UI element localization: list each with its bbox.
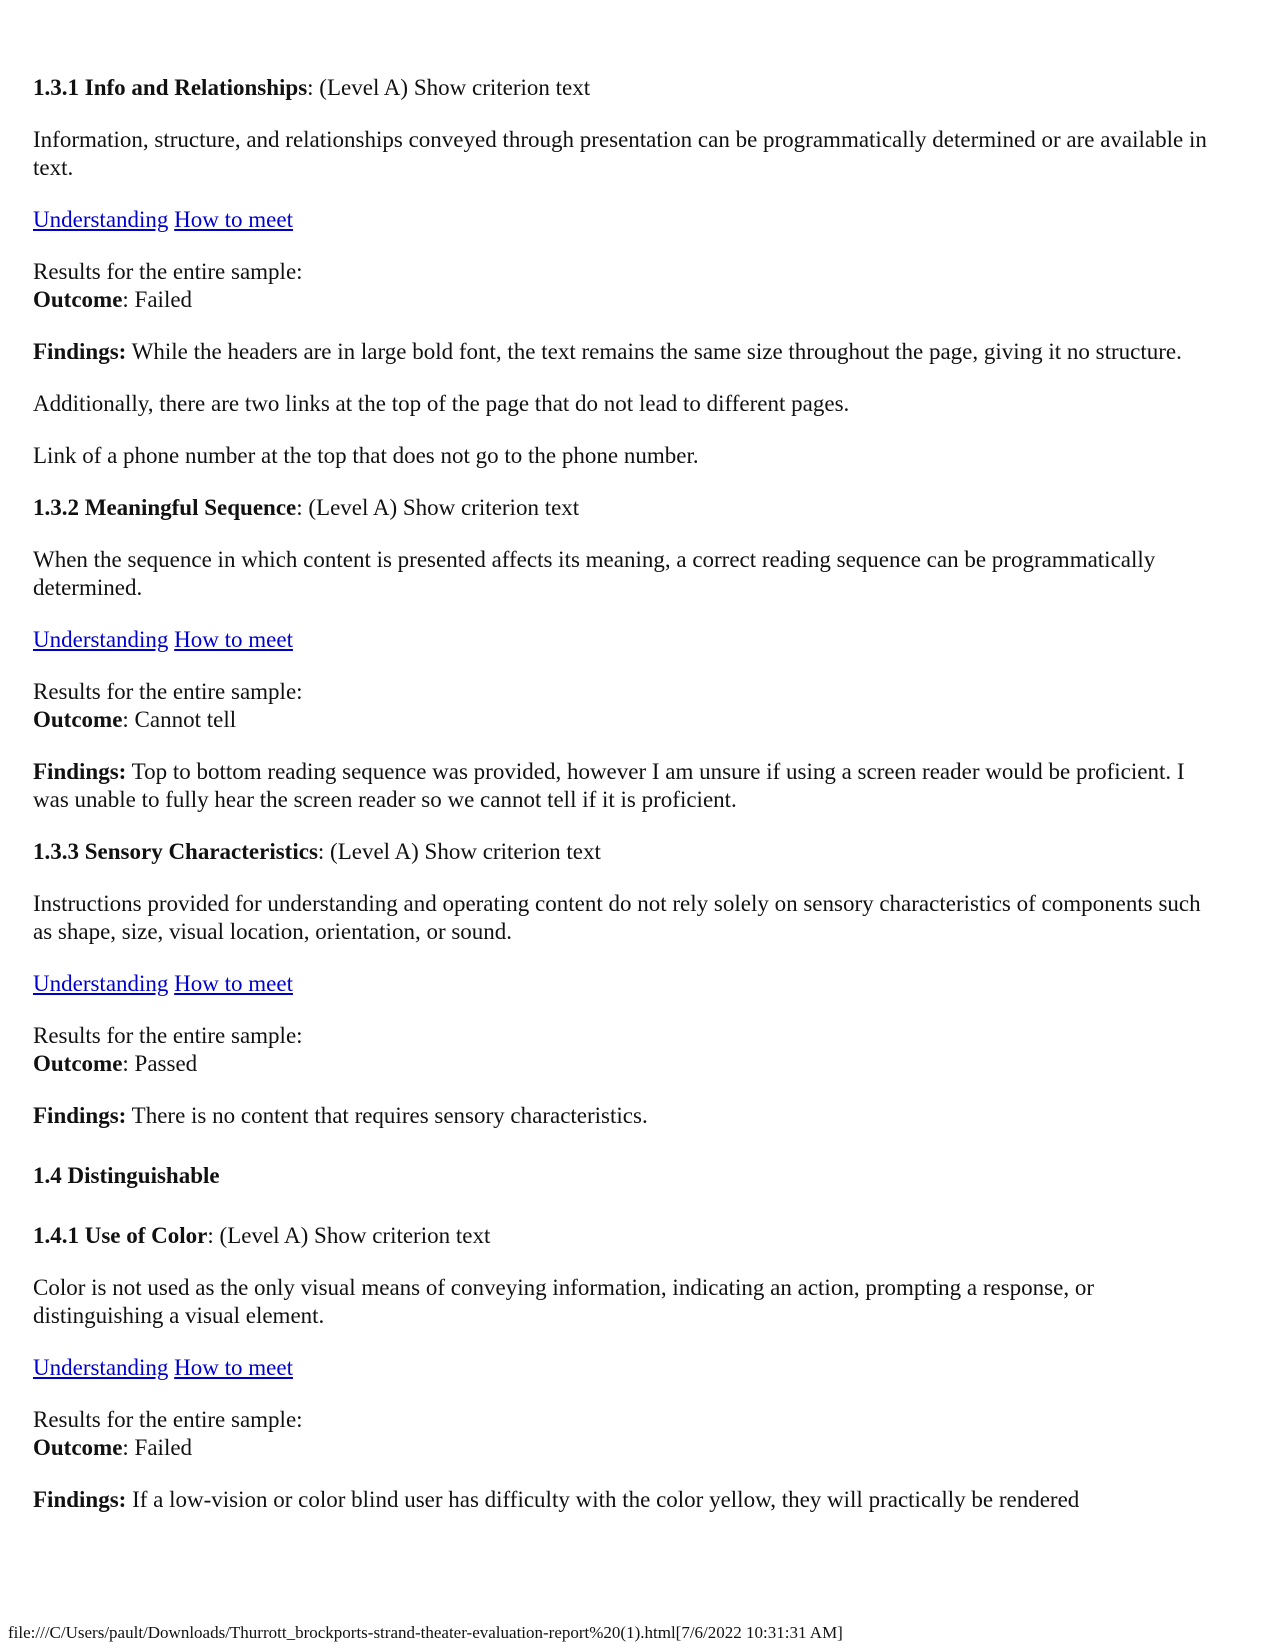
findings-paragraph: Link of a phone number at the top that does not go to the phone number. [33, 443, 699, 468]
criterion-number: 1.3.3 [33, 839, 79, 864]
outcome-label: Outcome [33, 1051, 123, 1076]
criterion-number: 1.3.1 [33, 75, 79, 100]
how-to-meet-link[interactable]: How to meet [174, 971, 293, 996]
criterion-text: Instructions provided for understanding and operating content do not rely solely on sensory characteristics of components such as shape, size, visual location, orientation, or sound. [33, 891, 1201, 944]
results-label: Results for the entire sample: [33, 1023, 303, 1048]
findings-paragraph [33, 1486, 1213, 1514]
findings-text: While the headers are in large bold font, the text remains the same size throughout the page, giving it no structure. [126, 339, 1182, 364]
understanding-link[interactable]: Understanding [33, 627, 169, 652]
outcome-value: : Failed [122, 287, 193, 312]
criterion-number: 1.3.2 [33, 495, 79, 520]
understanding-link[interactable]: Understanding [33, 207, 169, 232]
criterion-level: : (Level A) Show criterion text [296, 495, 580, 520]
results-block [33, 678, 1213, 734]
findings-paragraph [33, 758, 1213, 814]
report-content [33, 74, 1213, 1538]
outcome-value: : Failed [122, 1435, 193, 1460]
criterion-level: : (Level A) Show criterion text [307, 75, 591, 100]
findings-label: Findings: [33, 1487, 127, 1512]
outcome-label: Outcome [33, 287, 123, 312]
findings-paragraph [33, 338, 1213, 366]
criterion-heading-1-3-1 [33, 74, 1213, 102]
findings-paragraph [33, 1102, 1213, 1130]
findings-text: There is no content that requires sensory characteristics. [126, 1103, 648, 1128]
understanding-link[interactable]: Understanding [33, 971, 169, 996]
criterion-links [33, 626, 1213, 654]
understanding-link[interactable]: Understanding [33, 1355, 169, 1380]
criterion-text: Information, structure, and relationships conveyed through presentation can be programmatically determined or are available in text. [33, 127, 1207, 180]
results-block [33, 1022, 1213, 1078]
criterion-text: Color is not used as the only visual means of conveying information, indicating an action, prompting a response, or distinguishing a visual element. [33, 1275, 1094, 1328]
criterion-level: : (Level A) Show criterion text [317, 839, 601, 864]
criterion-number: 1.4.1 [33, 1223, 79, 1248]
criterion-level: : (Level A) Show criterion text [207, 1223, 491, 1248]
criterion-title: Use of Color [84, 1223, 208, 1248]
criterion-heading-1-4-1 [33, 1222, 1213, 1250]
findings-label: Findings: [33, 759, 127, 784]
results-block [33, 1406, 1213, 1462]
findings-label: Findings: [33, 339, 127, 364]
findings-paragraph: Additionally, there are two links at the top of the page that do not lead to different pages. [33, 391, 850, 416]
criterion-text: When the sequence in which content is presented affects its meaning, a correct reading sequence can be programmatically determined. [33, 547, 1156, 600]
page-footer-url: file:///C/Users/pault/Downloads/Thurrott_brockports-strand-theater-evaluation-report%20(1).html[7/6/2022 10:31:31 AM] [8, 1623, 843, 1642]
findings-text: If a low-vision or color blind user has difficulty with the color yellow, they will practically be rendered [126, 1487, 1080, 1512]
results-label: Results for the entire sample: [33, 1407, 303, 1432]
outcome-value: : Passed [122, 1051, 198, 1076]
results-label: Results for the entire sample: [33, 259, 303, 284]
criterion-links [33, 970, 1213, 998]
outcome-label: Outcome [33, 1435, 123, 1460]
findings-label: Findings: [33, 1103, 127, 1128]
criterion-heading-1-3-2 [33, 494, 1213, 522]
criterion-heading-1-3-3 [33, 838, 1213, 866]
results-block [33, 258, 1213, 314]
criterion-title: Meaningful Sequence [84, 495, 297, 520]
guideline-heading: 1.4 Distinguishable [33, 1163, 220, 1188]
how-to-meet-link[interactable]: How to meet [174, 627, 293, 652]
results-label: Results for the entire sample: [33, 679, 303, 704]
findings-text: Top to bottom reading sequence was provided, however I am unsure if using a screen reader would be proficient. I was unable to fully hear the screen reader so we cannot tell if it is proficient. [33, 759, 1185, 812]
how-to-meet-link[interactable]: How to meet [174, 1355, 293, 1380]
criterion-title: Sensory Characteristics [84, 839, 318, 864]
criterion-links [33, 1354, 1213, 1382]
criterion-links [33, 206, 1213, 234]
criterion-title: Info and Relationships [84, 75, 308, 100]
outcome-label: Outcome [33, 707, 123, 732]
outcome-value: : Cannot tell [122, 707, 237, 732]
how-to-meet-link[interactable]: How to meet [174, 207, 293, 232]
